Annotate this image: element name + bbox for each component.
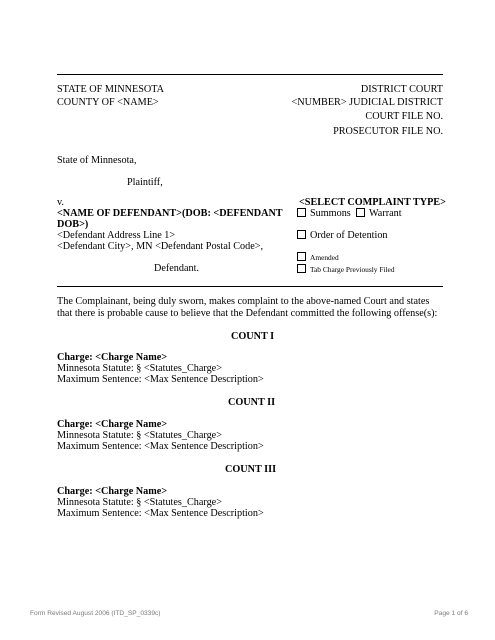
amended-checkbox[interactable] — [297, 252, 306, 261]
versus: v. — [57, 197, 64, 208]
count-title: COUNT II — [228, 397, 276, 408]
tab-charge-label: Tab Charge Previously Filed — [310, 265, 395, 274]
count-sentence: Maximum Sentence: <Max Sentence Description> — [57, 374, 264, 385]
count-charge: Charge: <Charge Name> — [57, 352, 168, 363]
plaintiff-name: State of Minnesota, — [57, 155, 137, 166]
count-sentence: Maximum Sentence: <Max Sentence Description> — [57, 441, 264, 452]
header-district: <NUMBER> JUDICIAL DISTRICT — [291, 97, 443, 108]
header-court: DISTRICT COURT — [360, 84, 443, 95]
amended-option[interactable] — [297, 252, 339, 263]
tab-charge-checkbox[interactable] — [297, 264, 306, 273]
warrant-label: Warrant — [369, 208, 402, 219]
header-court-file: COURT FILE NO. — [365, 111, 443, 122]
plaintiff-label: Plaintiff, — [127, 177, 163, 188]
header-county: COUNTY OF <NAME> — [57, 97, 159, 108]
warrant-checkbox[interactable] — [356, 208, 365, 217]
complaint-type-heading: <SELECT COMPLAINT TYPE> — [299, 197, 446, 208]
footer-revision: Form Revised August 2006 (ITD_SP_0339c) — [30, 610, 161, 617]
top-rule — [57, 74, 443, 75]
amended-label: Amended — [310, 253, 339, 262]
defendant-name-line2: DOB>) — [57, 219, 89, 230]
summons-label: Summons — [310, 208, 351, 219]
count-statute: Minnesota Statute: § <Statutes_Charge> — [57, 430, 222, 441]
count-statute: Minnesota Statute: § <Statutes_Charge> — [57, 497, 222, 508]
defendant-name-line1: <NAME OF DEFENDANT>(DOB: <DEFENDANT — [57, 208, 283, 219]
header-state: STATE OF MINNESOTA — [57, 84, 165, 95]
tab-charge-option[interactable] — [297, 264, 395, 275]
count-title: COUNT III — [225, 464, 277, 475]
count-charge: Charge: <Charge Name> — [57, 486, 168, 497]
defendant-address-line2: <Defendant City>, MN <Defendant Postal Code>, — [57, 241, 264, 252]
summons-checkbox[interactable] — [297, 208, 306, 217]
count-statute: Minnesota Statute: § <Statutes_Charge> — [57, 363, 222, 374]
intro-paragraph: The Complainant, being duly sworn, makes complaint to the above-named Court and states that there is probable cause to believe that the Defendant committed the following offense(s): — [57, 296, 438, 320]
section-rule — [57, 286, 443, 287]
footer-page-number: Page 1 of 6 — [434, 610, 468, 617]
count-sentence: Maximum Sentence: <Max Sentence Description> — [57, 508, 264, 519]
order-of-detention-label: Order of Detention — [310, 230, 388, 241]
order-of-detention-checkbox[interactable] — [297, 230, 306, 239]
count-charge: Charge: <Charge Name> — [57, 419, 168, 430]
defendant-address-line1: <Defendant Address Line 1> — [57, 230, 176, 241]
defendant-label: Defendant. — [154, 263, 199, 274]
order-of-detention-option[interactable] — [297, 230, 388, 242]
header-prosecutor-file: PROSECUTOR FILE NO. — [333, 126, 443, 137]
warrant-option[interactable] — [356, 208, 402, 220]
summons-option[interactable] — [297, 208, 351, 220]
count-title: COUNT I — [231, 331, 275, 342]
